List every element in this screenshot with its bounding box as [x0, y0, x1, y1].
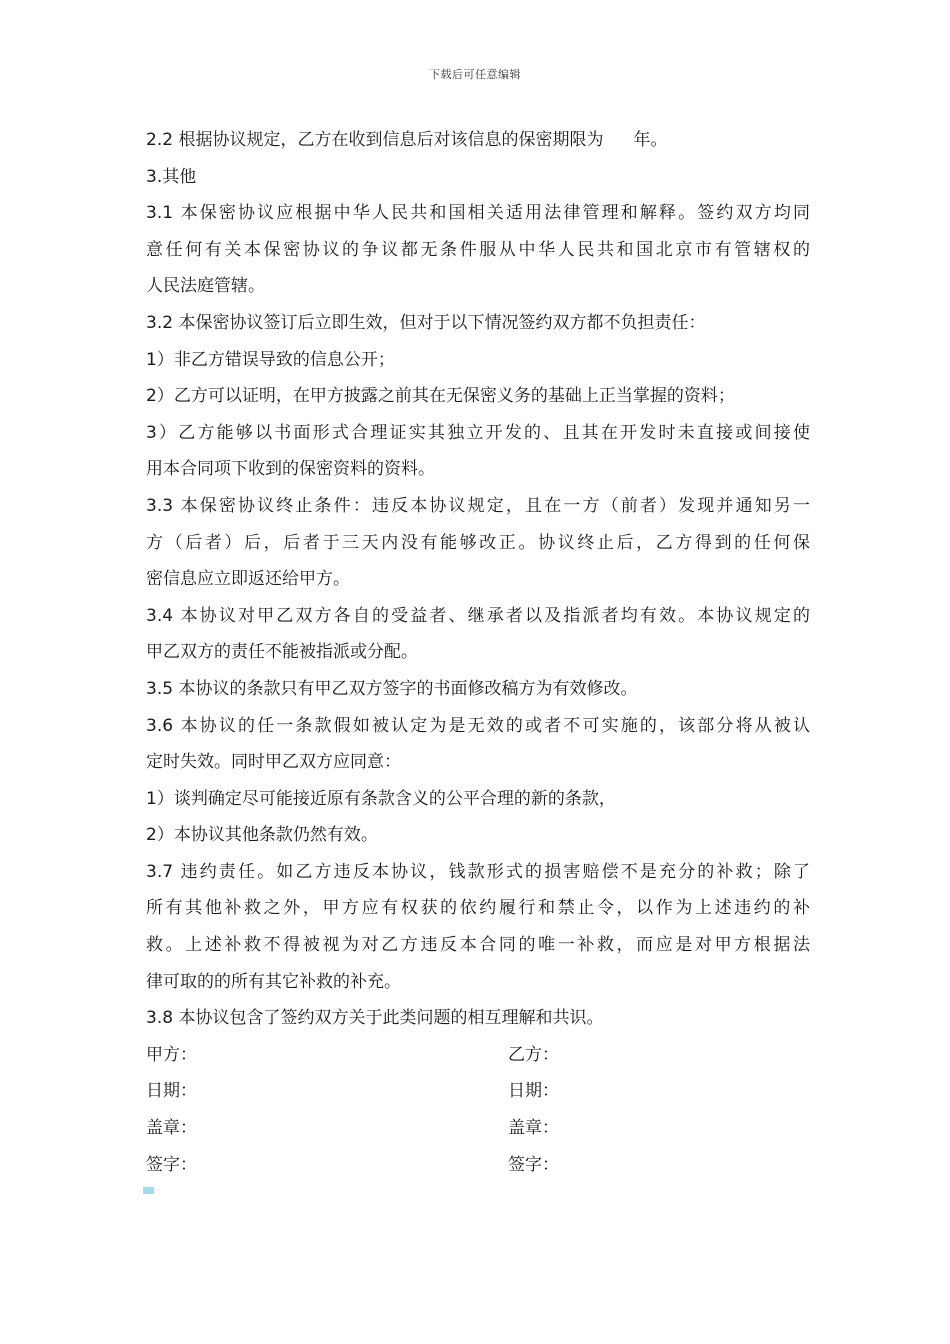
clause-3-3-line-3: 密信息应立即返还给甲方。	[146, 569, 350, 590]
clause-3-1-line-3: 人民法庭管辖。	[146, 276, 265, 297]
page-header: 下载后可任意编辑	[429, 68, 521, 81]
cursor-marker	[143, 1187, 154, 1194]
party-b-date-label: 日期：	[508, 1081, 559, 1102]
party-b-sign-label: 签字：	[508, 1154, 559, 1175]
exception-item-1: 1）非乙方错误导致的信息公开；	[146, 349, 395, 370]
clause-3-7-line-4: 律可取的的所有其它补救的补充。	[146, 971, 401, 992]
document-body	[146, 122, 810, 1183]
exception-item-2: 2）乙方可以证明，在甲方披露之前其在无保密义务的基础上正当掌握的资料；	[146, 386, 735, 407]
party-a-seal-label: 盖章：	[146, 1118, 197, 1139]
party-a-sign-label: 签字：	[146, 1154, 197, 1175]
signature-row-sign	[146, 1147, 810, 1184]
party-b-seal-label: 盖章：	[508, 1118, 559, 1139]
clause-3-2: 3.2 本保密协议签订后立即生效，但对于以下情况签约双方都不负担责任：	[146, 312, 706, 333]
clause-3-4-line-2: 甲乙双方的责任不能被指派或分配。	[146, 642, 418, 663]
party-a-label: 甲方：	[146, 1044, 197, 1065]
party-a-date-label: 日期：	[146, 1081, 197, 1102]
signature-row-seal	[146, 1110, 810, 1147]
clause-3-6-line-1: 3.6 本协议的任一条款假如被认定为是无效的或者不可实施的，该部分将从被认	[146, 715, 810, 736]
agreement-item-2: 2）本协议其他条款仍然有效。	[146, 825, 378, 846]
clause-3-1-line-1: 3.1 本保密协议应根据中华人民共和国相关适用法律管理和解释。签约双方均同	[146, 203, 810, 224]
clause-3-4-line-1: 3.4 本协议对甲乙双方各自的受益者、继承者以及指派者均有效。本协议规定的	[146, 605, 810, 626]
clause-3-3-line-2: 方（后者）后，后者于三天内没有能够改正。协议终止后，乙方得到的任何保	[146, 532, 810, 553]
clause-3-8: 3.8 本协议包含了签约双方关于此类问题的相互理解和共识。	[146, 1008, 604, 1029]
clause-3-3-line-1: 3.3 本保密协议终止条件：违反本协议规定，且在一方（前者）发现并通知另一	[146, 495, 810, 516]
clause-2-2	[146, 122, 810, 159]
clause-3-6-line-2: 定时失效。同时甲乙双方应同意：	[146, 752, 401, 773]
signature-row-date	[146, 1073, 810, 1110]
clause-3-7-line-2: 所有其他补救之外，甲方应有权获的依约履行和禁止令，以作为上述违约的补	[146, 898, 810, 919]
exception-item-3-line-1: 3）乙方能够以书面形式合理证实其独立开发的、且其在开发时未直接或间接使	[146, 422, 810, 443]
signature-row-party	[146, 1037, 810, 1074]
clause-3-7-line-3: 救。上述补救不得被视为对乙方违反本合同的唯一补救，而应是对甲方根据法	[146, 935, 810, 956]
clause-3-7-line-1: 3.7 违约责任。如乙方违反本协议，钱款形式的损害赔偿不是充分的补救；除了	[146, 861, 810, 882]
clause-2-2-unit: 年。	[633, 130, 668, 150]
clause-3-5: 3.5 本协议的条款只有甲乙双方签字的书面修改稿方为有效修改。	[146, 678, 638, 699]
agreement-item-1: 1）谈判确定尽可能接近原有条款含义的公平合理的新的条款，	[146, 788, 616, 809]
clause-2-2-text: 2.2 根据协议规定，乙方在收到信息后对该信息的保密期限为	[146, 130, 604, 150]
clause-3-1-line-2: 意任何有关本保密协议的争议都无条件服从中华人民共和国北京市有管辖权的	[146, 239, 810, 260]
section-heading: 3.其他	[146, 166, 197, 187]
exception-item-3-line-2: 用本合同项下收到的保密资料的资料。	[146, 459, 435, 480]
party-b-label: 乙方：	[508, 1044, 559, 1065]
